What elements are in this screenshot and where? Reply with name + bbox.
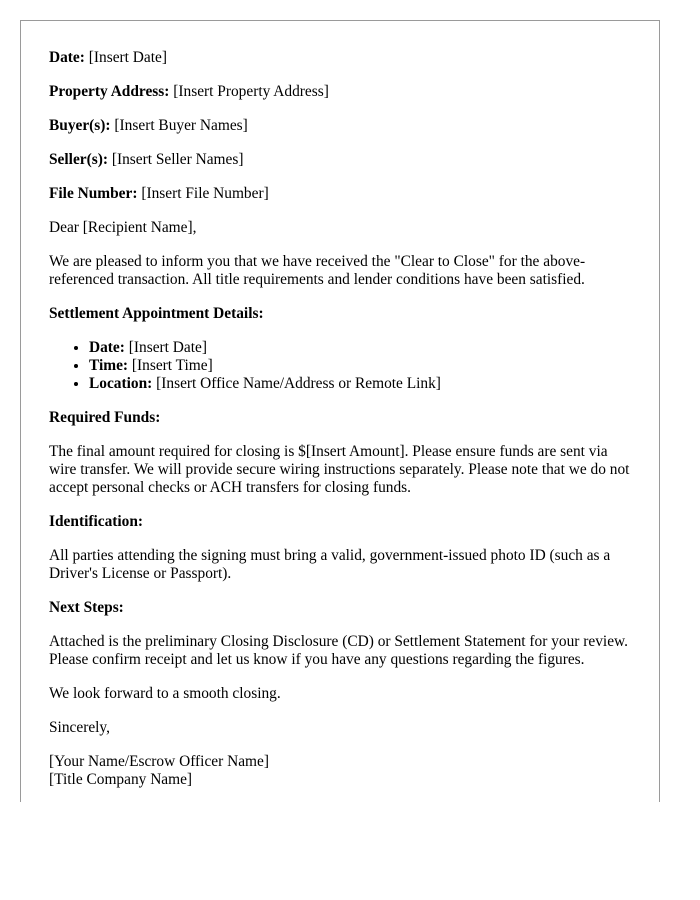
salutation: Dear [Recipient Name],: [49, 219, 197, 236]
date-field: Date: [Insert Date]: [49, 49, 167, 66]
buyers-field: Buyer(s): [Insert Buyer Names]: [49, 117, 248, 134]
sellers-field: Seller(s): [Insert Seller Names]: [49, 151, 244, 168]
closing-line: We look forward to a smooth closing.: [49, 685, 281, 702]
letter-page: [20, 20, 660, 802]
file-number-field: File Number: [Insert File Number]: [49, 185, 269, 202]
property-address-field: Property Address: [Insert Property Address]: [49, 83, 329, 100]
appointment-time-item: • Time: [Insert Time]: [89, 357, 631, 375]
signoff: Sincerely,: [49, 719, 110, 736]
identification-heading: Identification:: [49, 513, 144, 530]
next-steps-paragraph: Attached is the preliminary Closing Disclosure (CD) or Settlement Statement for your review. Please confirm receipt and let us know if you have any questions regarding the figures.: [49, 633, 629, 668]
signature-company: [Title Company Name]: [49, 771, 193, 788]
signature-name: [Your Name/Escrow Officer Name]: [49, 753, 269, 770]
funds-heading: Required Funds:: [49, 409, 161, 426]
intro-paragraph: We are pleased to inform you that we have received the "Clear to Close" for the above-referenced transaction. All title requirements and lender conditions have been satisfied.: [49, 253, 586, 288]
appointment-date-item: • Date: [Insert Date]: [89, 339, 631, 357]
identification-paragraph: All parties attending the signing must bring a valid, government-issued photo ID (such as a Driver's License or Passport).: [49, 547, 611, 582]
appointment-location-item: • Location: [Insert Office Name/Address or Remote Link]: [89, 375, 631, 393]
funds-paragraph: The final amount required for closing is $[Insert Amount]. Please ensure funds are sent via wire transfer. We will provide secure wiring instructions separately. Please note that we do not accept personal checks or ACH transfers for closing funds.: [49, 443, 630, 496]
appointment-list: [49, 339, 631, 393]
next-steps-heading: Next Steps:: [49, 599, 124, 616]
appointment-heading: Settlement Appointment Details:: [49, 305, 264, 322]
